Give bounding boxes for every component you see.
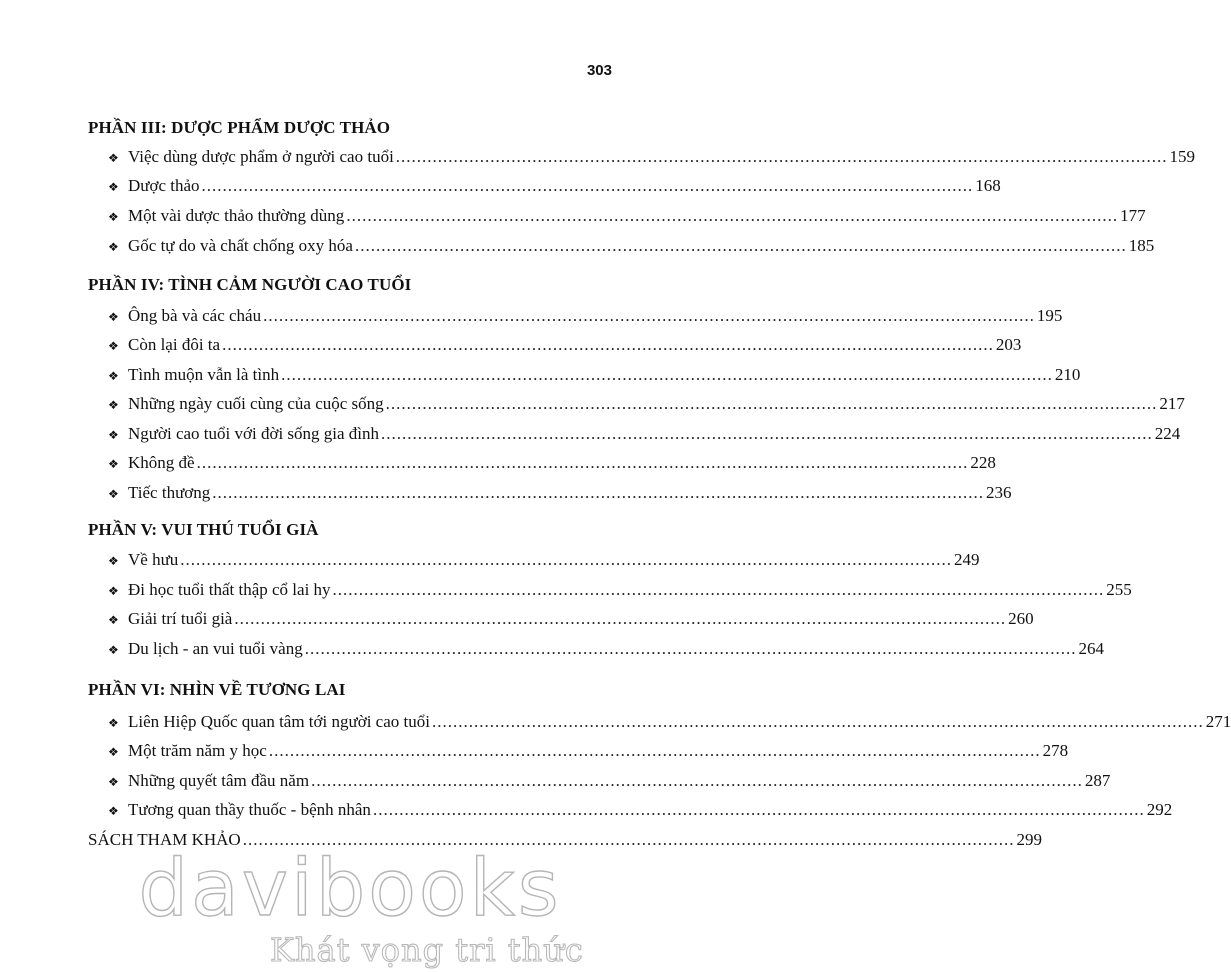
toc-entry	[108, 771, 1111, 791]
dot-leader: ...................................................................................................................................................	[332, 580, 1105, 599]
diamond-bullet-icon: ❖	[108, 240, 119, 254]
entry-page: 278	[1042, 741, 1069, 760]
toc-entry	[108, 712, 1231, 732]
entry-page: 264	[1078, 639, 1104, 658]
toc-entry	[108, 550, 980, 570]
dot-leader: ...................................................................................................................................................	[196, 453, 969, 472]
entry-title: Một trăm năm y học	[128, 741, 267, 760]
diamond-bullet-icon: ❖	[108, 804, 119, 818]
diamond-bullet-icon: ❖	[108, 745, 119, 759]
toc-entry	[108, 580, 1132, 600]
dot-leader: ...................................................................................................................................................	[180, 550, 953, 569]
diamond-bullet-icon: ❖	[108, 339, 119, 353]
diamond-bullet-icon: ❖	[108, 428, 119, 442]
dot-leader: ...................................................................................................................................................	[242, 830, 1015, 849]
entry-page: 299	[1016, 830, 1042, 849]
entry-page: 228	[970, 453, 996, 472]
toc-entry	[108, 147, 1196, 167]
entry-title: Tương quan thầy thuốc - bệnh nhân	[128, 800, 371, 819]
diamond-bullet-icon: ❖	[108, 310, 119, 324]
diamond-bullet-icon: ❖	[108, 210, 119, 224]
dot-leader: ...................................................................................................................................................	[381, 424, 1153, 443]
diamond-bullet-icon: ❖	[108, 775, 119, 789]
entry-title: Tình muộn vẫn là tình	[128, 365, 280, 384]
toc-entry	[108, 483, 1012, 503]
diamond-bullet-icon: ❖	[108, 643, 119, 657]
toc-entry	[108, 800, 1173, 820]
diamond-bullet-icon: ❖	[108, 613, 119, 627]
entry-title: Những quyết tâm đầu năm	[128, 771, 310, 790]
entry-page: 287	[1084, 771, 1111, 790]
diamond-bullet-icon: ❖	[108, 716, 119, 730]
entry-title: Gốc tự do và chất chống oxy hóa	[128, 236, 353, 255]
entry-page: 217	[1159, 394, 1185, 413]
dot-leader: ...................................................................................................................................................	[354, 236, 1127, 255]
entry-title: Một vài dược thảo thường dùng	[128, 206, 345, 225]
entry-page: 260	[1008, 609, 1034, 628]
toc-entry	[108, 206, 1146, 226]
dot-leader: ...................................................................................................................................................	[222, 335, 994, 354]
entry-page: 159	[1169, 147, 1196, 166]
dot-leader: ...................................................................................................................................................	[311, 771, 1083, 790]
dot-leader: ...................................................................................................................................................	[281, 365, 1053, 384]
entry-title: Về hưu	[128, 550, 179, 569]
dot-leader: ...................................................................................................................................................	[234, 609, 1007, 628]
dot-leader: ...................................................................................................................................................	[304, 639, 1077, 658]
toc-entry	[108, 236, 1155, 256]
dot-leader: ...................................................................................................................................................	[385, 394, 1158, 413]
watermark-brand: davibooks	[138, 844, 562, 934]
toc-entry	[108, 453, 996, 473]
entry-title: SÁCH THAM KHẢO	[88, 830, 241, 849]
diamond-bullet-icon: ❖	[108, 457, 119, 471]
entry-title: Việc dùng dược phẩm ở người cao tuổi	[128, 147, 394, 166]
entry-page: 185	[1128, 236, 1155, 255]
entry-title: Dược thảo	[128, 176, 200, 195]
entry-title: Liên Hiệp Quốc quan tâm tới người cao tuổi	[128, 712, 430, 731]
toc-entry	[108, 365, 1081, 385]
dot-leader: ...................................................................................................................................................	[346, 206, 1119, 225]
entry-page: 210	[1054, 365, 1081, 384]
diamond-bullet-icon: ❖	[108, 180, 119, 194]
section-heading: PHẦN VI: NHÌN VỀ TƯƠNG LAI	[88, 680, 346, 699]
toc-entry	[108, 741, 1069, 761]
dot-leader: ...................................................................................................................................................	[268, 741, 1041, 760]
page-number: 303	[586, 62, 612, 79]
entry-title: Đi học tuổi thất thập cổ lai hy	[128, 580, 331, 599]
entry-page: 255	[1106, 580, 1132, 599]
entry-page: 224	[1154, 424, 1181, 443]
toc-entry	[108, 424, 1181, 444]
entry-page: 168	[975, 176, 1001, 195]
dot-leader: ...................................................................................................................................................	[212, 483, 985, 502]
diamond-bullet-icon: ❖	[108, 554, 119, 568]
section-heading: PHẦN V: VUI THÚ TUỔI GIÀ	[88, 520, 319, 539]
toc-entry	[108, 639, 1104, 659]
entry-title: Còn lại đôi ta	[128, 335, 221, 354]
entry-page: 203	[995, 335, 1022, 354]
entry-title: Du lịch - an vui tuổi vàng	[128, 639, 303, 658]
entry-page: 195	[1036, 306, 1063, 325]
entry-page: 271	[1205, 712, 1231, 731]
dot-leader: ...................................................................................................................................................	[372, 800, 1145, 819]
diamond-bullet-icon: ❖	[108, 151, 119, 165]
dot-leader: ...................................................................................................................................................	[395, 147, 1168, 166]
diamond-bullet-icon: ❖	[108, 369, 119, 383]
entry-page: 177	[1120, 206, 1146, 225]
dot-leader: ...................................................................................................................................................	[431, 712, 1204, 731]
toc-entry	[108, 609, 1034, 629]
watermark-tagline: Khát vọng tri thức	[270, 931, 584, 969]
entry-page: 236	[986, 483, 1012, 502]
dot-leader: ...................................................................................................................................................	[263, 306, 1035, 325]
dot-leader: ...................................................................................................................................................	[201, 176, 974, 195]
toc-entry	[108, 394, 1185, 414]
toc-entry	[108, 306, 1063, 326]
entry-title: Ông bà và các cháu	[128, 306, 262, 325]
entry-title: Những ngày cuối cùng của cuộc sống	[128, 394, 384, 413]
entry-title: Người cao tuổi với đời sống gia đình	[128, 424, 380, 443]
section-heading: PHẦN IV: TÌNH CẢM NGƯỜI CAO TUỔI	[88, 275, 412, 294]
entry-title: Tiếc thương	[128, 483, 211, 502]
toc-entry	[108, 176, 1001, 196]
diamond-bullet-icon: ❖	[108, 584, 119, 598]
entry-title: Giải trí tuổi già	[128, 609, 233, 628]
entry-page: 292	[1146, 800, 1173, 819]
entry-title: Không đề	[128, 453, 195, 472]
diamond-bullet-icon: ❖	[108, 398, 119, 412]
entry-page: 249	[954, 550, 980, 569]
toc-entry	[108, 335, 1022, 355]
section-heading: PHẦN III: DƯỢC PHẨM DƯỢC THẢO	[88, 118, 391, 137]
diamond-bullet-icon: ❖	[108, 487, 119, 501]
